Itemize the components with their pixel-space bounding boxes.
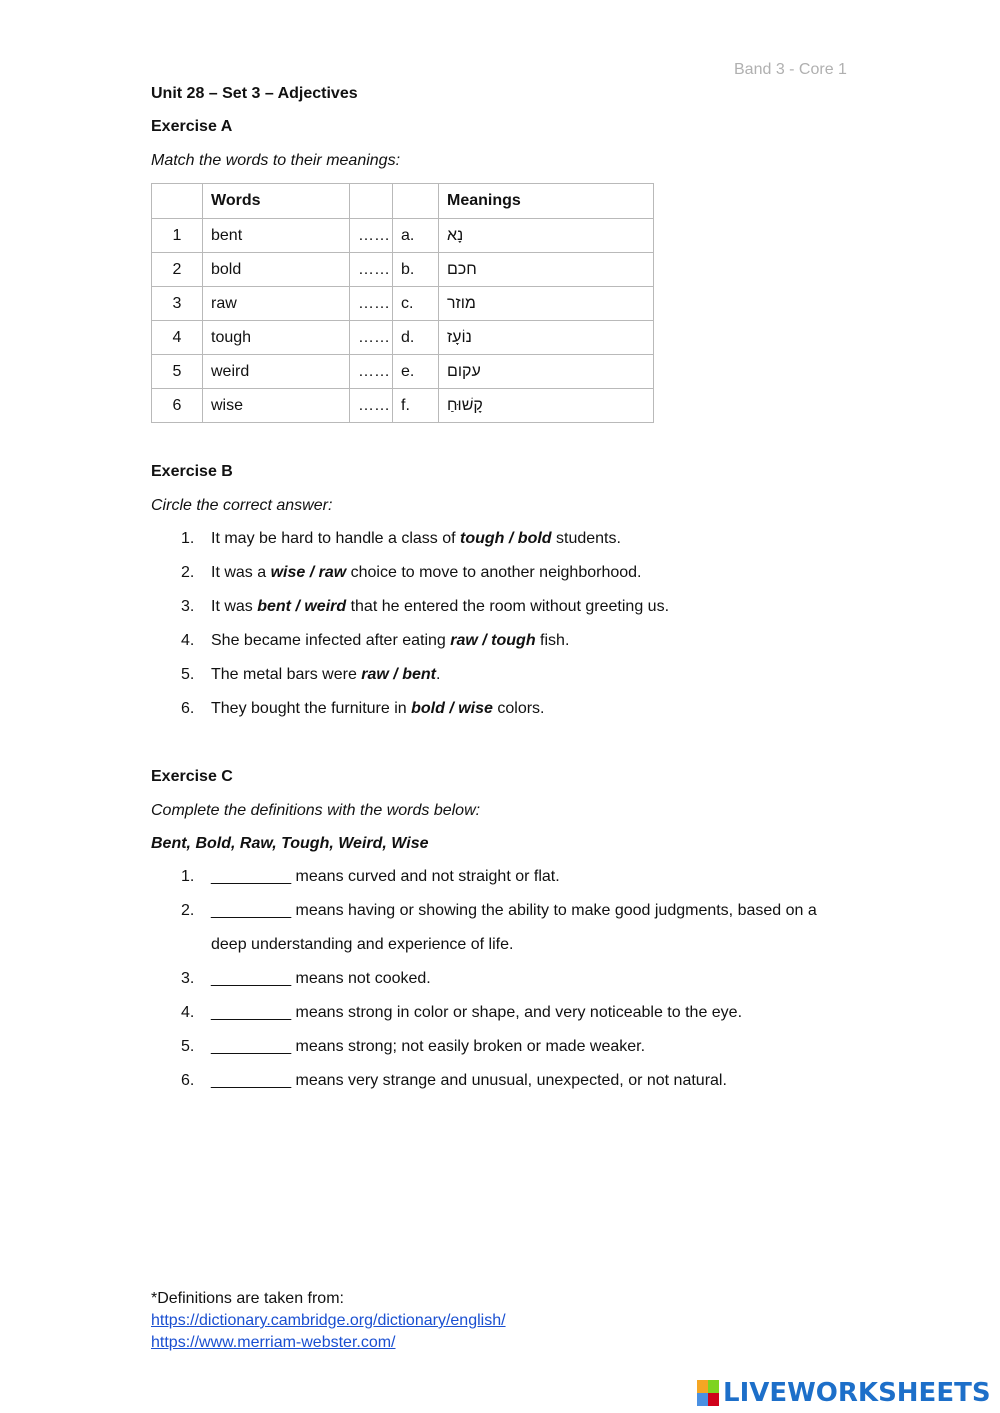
sentence-end: that he entered the room without greeting us. bbox=[346, 598, 670, 615]
definition-text: means strong in color or shape, and very noticeable to the eye. bbox=[291, 1004, 743, 1021]
header-meanings: Meanings bbox=[439, 184, 654, 219]
row-word: wise bbox=[203, 389, 350, 423]
item-number: 6. bbox=[181, 700, 195, 717]
answer-blank[interactable]: …… bbox=[350, 219, 393, 253]
row-letter: f. bbox=[393, 389, 439, 423]
table-header-row bbox=[152, 184, 654, 219]
row-letter: e. bbox=[393, 355, 439, 389]
cambridge-link[interactable]: https://dictionary.cambridge.org/dictionary/english/ bbox=[151, 1312, 506, 1329]
header-words: Words bbox=[203, 184, 350, 219]
sentence-start: They bought the furniture in bbox=[211, 700, 412, 717]
header-answer-cell bbox=[350, 184, 393, 219]
list-item bbox=[151, 522, 851, 556]
list-item bbox=[151, 860, 851, 894]
list-item bbox=[151, 962, 851, 996]
logo-square-icon bbox=[708, 1380, 719, 1393]
item-number: 1. bbox=[181, 868, 195, 885]
merriam-webster-link[interactable]: https://www.merriam-webster.com/ bbox=[151, 1334, 396, 1351]
answer-blank[interactable]: …… bbox=[350, 389, 393, 423]
list-item bbox=[151, 1064, 851, 1098]
row-letter: b. bbox=[393, 253, 439, 287]
sentence-end: . bbox=[435, 666, 441, 683]
table-row bbox=[152, 253, 654, 287]
sentence-end: fish. bbox=[535, 632, 570, 649]
list-item bbox=[151, 1030, 851, 1064]
definition-text: means very strange and unusual, unexpected, or not natural. bbox=[291, 1072, 727, 1089]
row-word: weird bbox=[203, 355, 350, 389]
answer-blank[interactable]: …… bbox=[350, 355, 393, 389]
item-number: 5. bbox=[181, 666, 195, 683]
answer-choice[interactable]: raw / tough bbox=[450, 632, 536, 649]
sentence-start: The metal bars were bbox=[211, 666, 362, 683]
sentence-end: students. bbox=[551, 530, 621, 547]
definition-text: means curved and not straight or flat. bbox=[291, 868, 560, 885]
fill-blank[interactable]: _________ bbox=[211, 902, 292, 919]
fill-blank[interactable]: _________ bbox=[211, 1038, 292, 1055]
answer-blank[interactable]: …… bbox=[350, 253, 393, 287]
row-word: bold bbox=[203, 253, 350, 287]
sentence-end: colors. bbox=[492, 700, 545, 717]
logo-square-icon bbox=[708, 1393, 719, 1406]
definition-text: means strong; not easily broken or made weaker. bbox=[291, 1038, 646, 1055]
row-number: 3 bbox=[152, 287, 203, 321]
item-number: 5. bbox=[181, 1038, 195, 1055]
item-number: 6. bbox=[181, 1072, 195, 1089]
answer-choice[interactable]: bold / wise bbox=[411, 700, 493, 717]
answer-choice[interactable]: bent / weird bbox=[257, 598, 347, 615]
row-number: 2 bbox=[152, 253, 203, 287]
list-item bbox=[151, 658, 851, 692]
sentence-start: It was bbox=[211, 598, 258, 615]
row-letter: d. bbox=[393, 321, 439, 355]
brand-wordmark: LIVEWORKSHEETS bbox=[723, 1378, 991, 1408]
list-item bbox=[151, 556, 851, 590]
row-meaning: חכם bbox=[439, 253, 654, 287]
word-bank: Bent, Bold, Raw, Tough, Weird, Wise bbox=[151, 835, 429, 852]
table-row bbox=[152, 355, 654, 389]
sources-footer bbox=[151, 1288, 506, 1354]
matching-table bbox=[151, 183, 654, 423]
table-row bbox=[152, 321, 654, 355]
header-num-cell bbox=[152, 184, 203, 219]
sentence-end: choice to move to another neighborhood. bbox=[346, 564, 642, 581]
table-row bbox=[152, 287, 654, 321]
row-meaning: עקום bbox=[439, 355, 654, 389]
fill-blank[interactable]: _________ bbox=[211, 970, 292, 987]
item-number: 2. bbox=[181, 564, 195, 581]
fill-blank[interactable]: _________ bbox=[211, 1072, 292, 1089]
table-row bbox=[152, 219, 654, 253]
row-number: 1 bbox=[152, 219, 203, 253]
row-meaning: נָא bbox=[439, 219, 654, 253]
exercise-a-instruction: Match the words to their meanings: bbox=[151, 152, 401, 169]
liveworksheets-logo-icon bbox=[697, 1380, 719, 1406]
row-letter: a. bbox=[393, 219, 439, 253]
row-meaning: נוֹעָז bbox=[439, 321, 654, 355]
row-number: 5 bbox=[152, 355, 203, 389]
exercise-b-instruction: Circle the correct answer: bbox=[151, 497, 333, 514]
row-word: bent bbox=[203, 219, 350, 253]
list-item bbox=[151, 590, 851, 624]
exercise-a-heading: Exercise A bbox=[151, 118, 233, 135]
table-row bbox=[152, 389, 654, 423]
definition-text: means having or showing the ability to make good judgments, based on a deep understanding and experience of life. bbox=[211, 902, 817, 953]
fill-blank[interactable]: _________ bbox=[211, 868, 292, 885]
band-label: Band 3 - Core 1 bbox=[734, 61, 847, 78]
row-word: tough bbox=[203, 321, 350, 355]
item-number: 4. bbox=[181, 1004, 195, 1021]
logo-square-icon bbox=[697, 1380, 708, 1393]
item-number: 1. bbox=[181, 530, 195, 547]
answer-choice[interactable]: raw / bent bbox=[361, 666, 436, 683]
row-number: 6 bbox=[152, 389, 203, 423]
fill-blank[interactable]: _________ bbox=[211, 1004, 292, 1021]
answer-blank[interactable]: …… bbox=[350, 287, 393, 321]
row-number: 4 bbox=[152, 321, 203, 355]
exercise-b-list bbox=[151, 522, 851, 726]
sentence-start: It may be hard to handle a class of bbox=[211, 530, 461, 547]
item-number: 3. bbox=[181, 970, 195, 987]
list-item bbox=[151, 894, 851, 962]
header-letter-cell bbox=[393, 184, 439, 219]
exercise-c-instruction: Complete the definitions with the words below: bbox=[151, 802, 481, 819]
page-title: Unit 28 – Set 3 – Adjectives bbox=[151, 85, 358, 102]
exercise-c-heading: Exercise C bbox=[151, 768, 233, 785]
sentence-start: She became infected after eating bbox=[211, 632, 451, 649]
sentence-start: It was a bbox=[211, 564, 271, 581]
exercise-b-heading: Exercise B bbox=[151, 463, 233, 480]
row-meaning: קָשׁוּחַ bbox=[439, 389, 654, 423]
row-word: raw bbox=[203, 287, 350, 321]
liveworksheets-brand bbox=[697, 1377, 991, 1409]
exercise-c-list bbox=[151, 860, 851, 1098]
list-item bbox=[151, 996, 851, 1030]
list-item bbox=[151, 624, 851, 658]
logo-square-icon bbox=[697, 1393, 708, 1406]
item-number: 4. bbox=[181, 632, 195, 649]
row-letter: c. bbox=[393, 287, 439, 321]
sources-note: *Definitions are taken from: bbox=[151, 1290, 344, 1307]
list-item bbox=[151, 692, 851, 726]
answer-blank[interactable]: …… bbox=[350, 321, 393, 355]
item-number: 2. bbox=[181, 902, 195, 919]
answer-choice[interactable]: tough / bold bbox=[460, 530, 552, 547]
row-meaning: מוזר bbox=[439, 287, 654, 321]
definition-text: means not cooked. bbox=[291, 970, 431, 987]
item-number: 3. bbox=[181, 598, 195, 615]
answer-choice[interactable]: wise / raw bbox=[270, 564, 347, 581]
